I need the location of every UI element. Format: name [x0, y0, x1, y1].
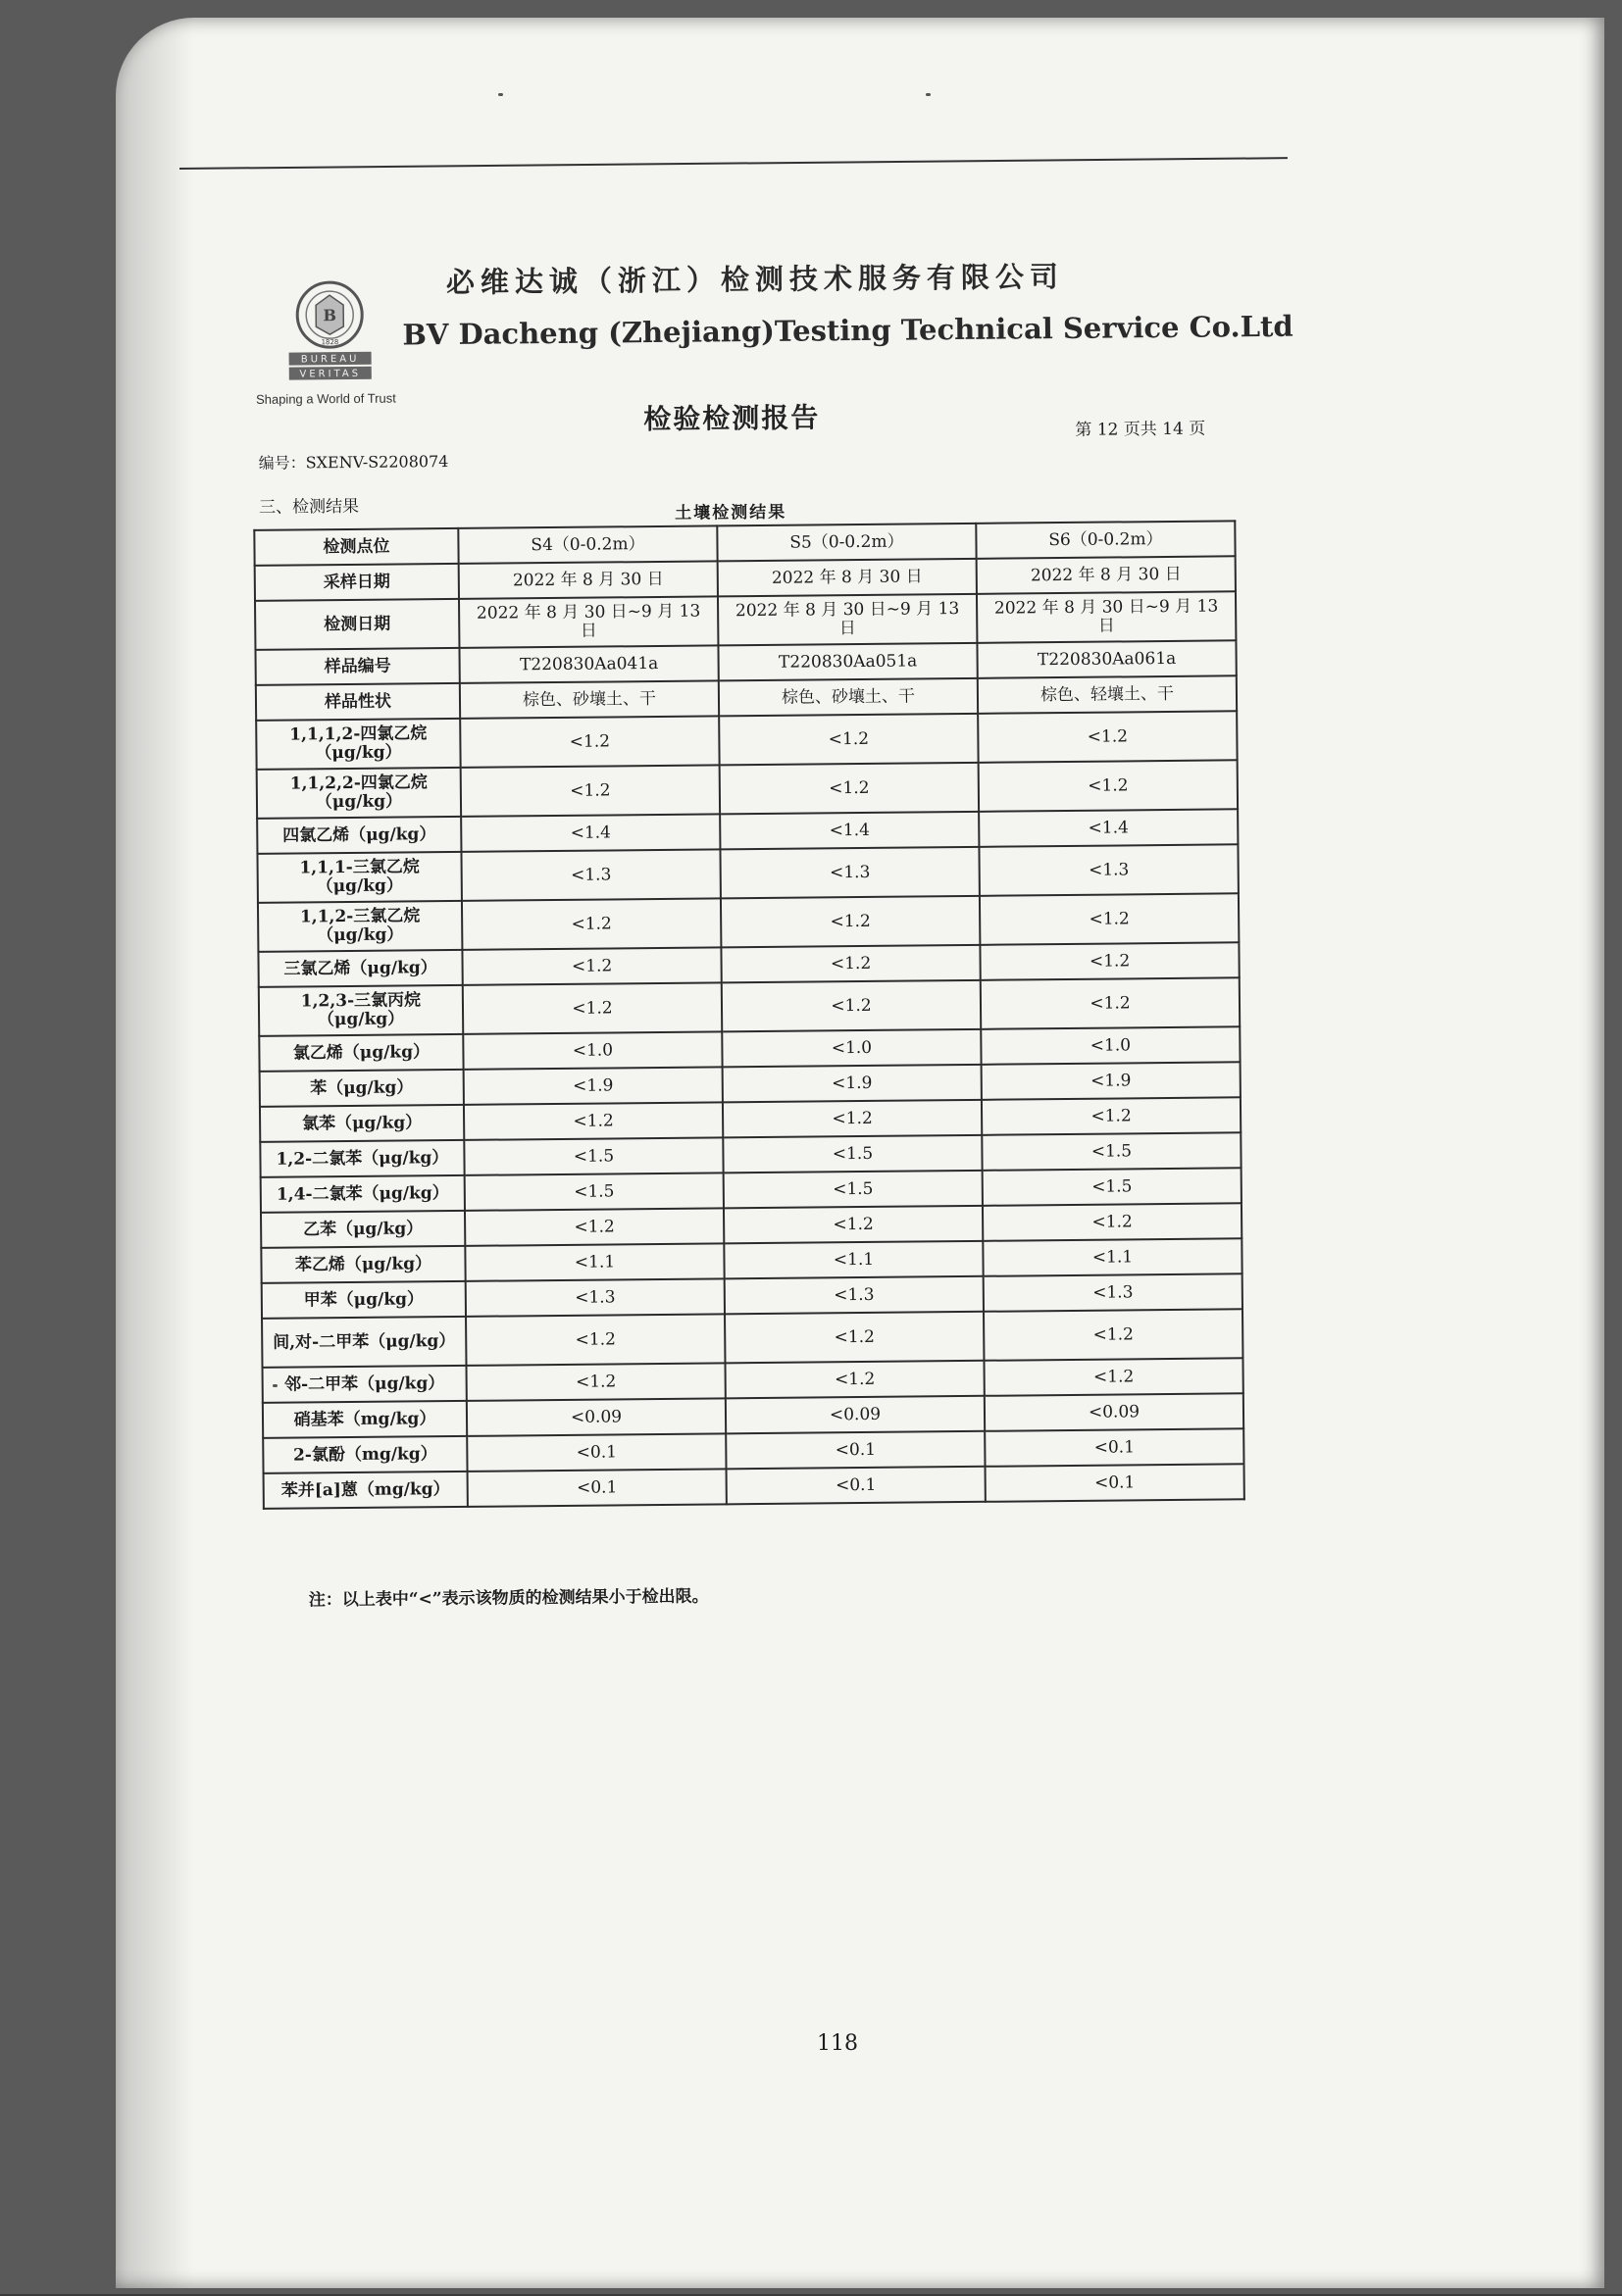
- result-cell-s5: <1.2: [724, 1206, 983, 1244]
- result-cell-s5: <1.3: [720, 847, 979, 899]
- result-cell-s6: <1.1: [983, 1238, 1242, 1276]
- info-cell-s5: 2022 年 8 月 30 日: [718, 559, 977, 597]
- result-cell-s6: <1.5: [983, 1168, 1242, 1206]
- company-name-chinese: 必维达诚（浙江）检测技术服务有限公司: [445, 259, 1065, 300]
- result-cell-s5: <1.9: [723, 1065, 982, 1103]
- result-cell-s4: <1.2: [462, 898, 721, 950]
- analyte-label: 硝基苯（mg/kg）: [263, 1401, 467, 1438]
- result-cell-s4: <1.3: [466, 1278, 725, 1317]
- page-count: 第 12 页共 14 页: [1075, 419, 1206, 440]
- result-cell-s6: <1.2: [982, 1097, 1241, 1135]
- result-cell-s4: <1.3: [461, 849, 720, 901]
- result-cell-s6: <0.09: [985, 1393, 1243, 1431]
- result-cell-s5: <1.2: [722, 980, 981, 1032]
- result-cell-s4: <1.9: [464, 1067, 723, 1105]
- scan-speck: [273, 1384, 278, 1387]
- svg-text:B: B: [323, 306, 337, 325]
- section-title: 三、检测结果: [258, 496, 360, 518]
- result-cell-s5: <1.3: [725, 1276, 984, 1315]
- result-cell-s6: <1.2: [979, 760, 1238, 812]
- analyte-label: 1,4-二氯苯（μg/kg）: [261, 1175, 465, 1213]
- result-cell-s4: <1.5: [465, 1173, 724, 1211]
- analyte-label: 乙苯（μg/kg）: [261, 1211, 465, 1248]
- result-cell-s6: <1.2: [980, 893, 1239, 945]
- result-cell-s5: <1.5: [723, 1135, 982, 1173]
- result-cell-s6: <1.3: [979, 844, 1238, 896]
- info-row-label: 样品性状: [256, 683, 460, 721]
- analyte-label: 1,1,1,2-四氯乙烷（μg/kg）: [256, 719, 460, 770]
- result-cell-s4: <1.4: [461, 814, 720, 852]
- result-cell-s6: <1.0: [981, 1026, 1240, 1065]
- info-cell-s6: S6（0-0.2m）: [976, 521, 1235, 559]
- result-cell-s4: <1.2: [460, 716, 719, 768]
- result-cell-s5: <1.1: [724, 1241, 983, 1279]
- info-cell-s6: 2022 年 8 月 30 日~9 月 13 日: [977, 591, 1236, 643]
- analyte-label: 三氯乙烯（μg/kg）: [258, 950, 462, 987]
- info-row-label: 样品编号: [255, 648, 459, 685]
- result-cell-s5: <1.2: [723, 1100, 982, 1138]
- info-cell-s6: T220830Aa061a: [977, 640, 1236, 678]
- result-cell-s4: <1.2: [467, 1363, 726, 1401]
- info-cell-s5: 2022 年 8 月 30 日~9 月 13 日: [718, 594, 977, 646]
- soil-results-table: [253, 520, 1245, 1510]
- analyte-label: 1,1,2-三氯乙烷（μg/kg）: [258, 901, 462, 952]
- result-cell-s5: <1.2: [725, 1361, 984, 1399]
- scan-speck: [498, 93, 503, 96]
- table-footnote: 注：以上表中“<”表示该物质的检测结果小于检出限。: [308, 1586, 709, 1611]
- logo-brand-bottom: VERITAS: [299, 368, 362, 380]
- logo-tagline: Shaping a World of Trust: [255, 390, 396, 407]
- result-cell-s5: <1.2: [720, 763, 979, 815]
- analyte-label: 甲苯（μg/kg）: [262, 1281, 466, 1319]
- logo-brand-top: BUREAU: [300, 353, 360, 366]
- info-row-label: 检测日期: [255, 599, 459, 650]
- scan-speck: [926, 93, 931, 96]
- analyte-label: 1,1,1-三氯乙烷（μg/kg）: [257, 852, 461, 903]
- info-row-label: 采样日期: [255, 564, 459, 601]
- info-cell-s6: 棕色、轻壤土、干: [978, 675, 1237, 714]
- result-cell-s6: <1.2: [984, 1309, 1242, 1361]
- result-cell-s5: <1.2: [721, 896, 980, 948]
- result-cell-s4: <0.1: [467, 1433, 726, 1472]
- result-cell-s6: <1.2: [980, 942, 1239, 980]
- result-cell-s6: <0.1: [985, 1428, 1243, 1467]
- result-cell-s6: <1.2: [983, 1203, 1242, 1241]
- result-cell-s6: <1.2: [978, 711, 1237, 763]
- page-number: 118: [817, 2031, 858, 2056]
- report-number: 编号：SXENV-S2208074: [258, 452, 449, 473]
- bureau-veritas-logo: [286, 277, 374, 384]
- analyte-label: 1,1,2,2-四氯乙烷（μg/kg）: [257, 768, 461, 819]
- info-cell-s5: 棕色、砂壤土、干: [719, 678, 978, 717]
- analyte-label: 四氯乙烯（μg/kg）: [257, 817, 461, 854]
- result-cell-s6: <1.4: [979, 809, 1238, 847]
- result-cell-s6: <1.2: [981, 977, 1240, 1029]
- result-cell-s6: <1.5: [982, 1132, 1241, 1171]
- result-cell-s5: <1.5: [724, 1171, 983, 1209]
- info-cell-s6: 2022 年 8 月 30 日: [977, 556, 1236, 594]
- info-cell-s4: T220830Aa041a: [459, 645, 718, 683]
- analyte-label: 苯并[a]蒽（mg/kg）: [264, 1472, 468, 1509]
- result-cell-s4: <1.2: [464, 1102, 723, 1140]
- result-cell-s5: <0.1: [726, 1431, 985, 1470]
- result-cell-s6: <1.2: [984, 1358, 1242, 1396]
- result-cell-s4: <1.2: [466, 1314, 725, 1366]
- result-cell-s4: <0.1: [468, 1469, 727, 1507]
- result-cell-s5: <1.0: [722, 1029, 981, 1068]
- analyte-label: 间,对-二甲苯（μg/kg）: [262, 1317, 466, 1368]
- results-table-body: [254, 521, 1244, 1509]
- info-cell-s4: 2022 年 8 月 30 日: [459, 561, 718, 599]
- report-title: 检验检测报告: [643, 401, 821, 436]
- result-cell-s6: <1.3: [984, 1273, 1242, 1312]
- analyte-label: 苯（μg/kg）: [260, 1070, 464, 1107]
- analyte-label: 氯乙烯（μg/kg）: [259, 1034, 463, 1072]
- result-cell-s4: <1.2: [463, 982, 722, 1034]
- analyte-label: 氯苯（μg/kg）: [260, 1105, 464, 1142]
- result-cell-s5: <1.2: [721, 945, 980, 983]
- result-cell-s5: <1.2: [719, 714, 978, 766]
- info-cell-s4: 2022 年 8 月 30 日~9 月 13 日: [459, 596, 718, 648]
- result-cell-s4: <1.1: [465, 1243, 724, 1281]
- result-cell-s5: <0.1: [727, 1467, 986, 1505]
- result-cell-s4: <0.09: [467, 1398, 726, 1436]
- info-cell-s4: 棕色、砂壤土、干: [460, 680, 719, 719]
- result-cell-s4: <1.5: [464, 1137, 723, 1175]
- result-cell-s5: <1.2: [725, 1312, 984, 1364]
- info-row-label: 检测点位: [254, 528, 458, 566]
- company-name-english: BV Dacheng (Zhejiang)Testing Technical Service Co.Ltd: [402, 309, 1293, 352]
- result-cell-s5: <0.09: [726, 1396, 985, 1434]
- analyte-label: 苯乙烯（μg/kg）: [261, 1246, 465, 1283]
- analyte-label: 邻-二甲苯（μg/kg）: [263, 1366, 467, 1403]
- analyte-label: 1,2,3-三氯丙烷（μg/kg）: [259, 985, 463, 1036]
- result-cell-s4: <1.2: [461, 765, 720, 817]
- logo-year: 1828: [321, 338, 339, 347]
- analyte-label: 1,2-二氯苯（μg/kg）: [260, 1140, 464, 1177]
- info-cell-s5: S5（0-0.2m）: [717, 524, 976, 562]
- info-cell-s4: S4（0-0.2m）: [458, 525, 717, 564]
- table-caption: 土壤检测结果: [675, 502, 787, 524]
- result-cell-s4: <1.0: [463, 1031, 722, 1070]
- result-cell-s4: <1.2: [465, 1208, 724, 1246]
- result-cell-s4: <1.2: [462, 947, 721, 985]
- info-cell-s5: T220830Aa051a: [718, 643, 977, 681]
- result-cell-s6: <0.1: [986, 1464, 1244, 1502]
- analyte-label: 2-氯酚（mg/kg）: [263, 1436, 467, 1473]
- result-cell-s5: <1.4: [720, 812, 979, 850]
- result-cell-s6: <1.9: [982, 1062, 1241, 1100]
